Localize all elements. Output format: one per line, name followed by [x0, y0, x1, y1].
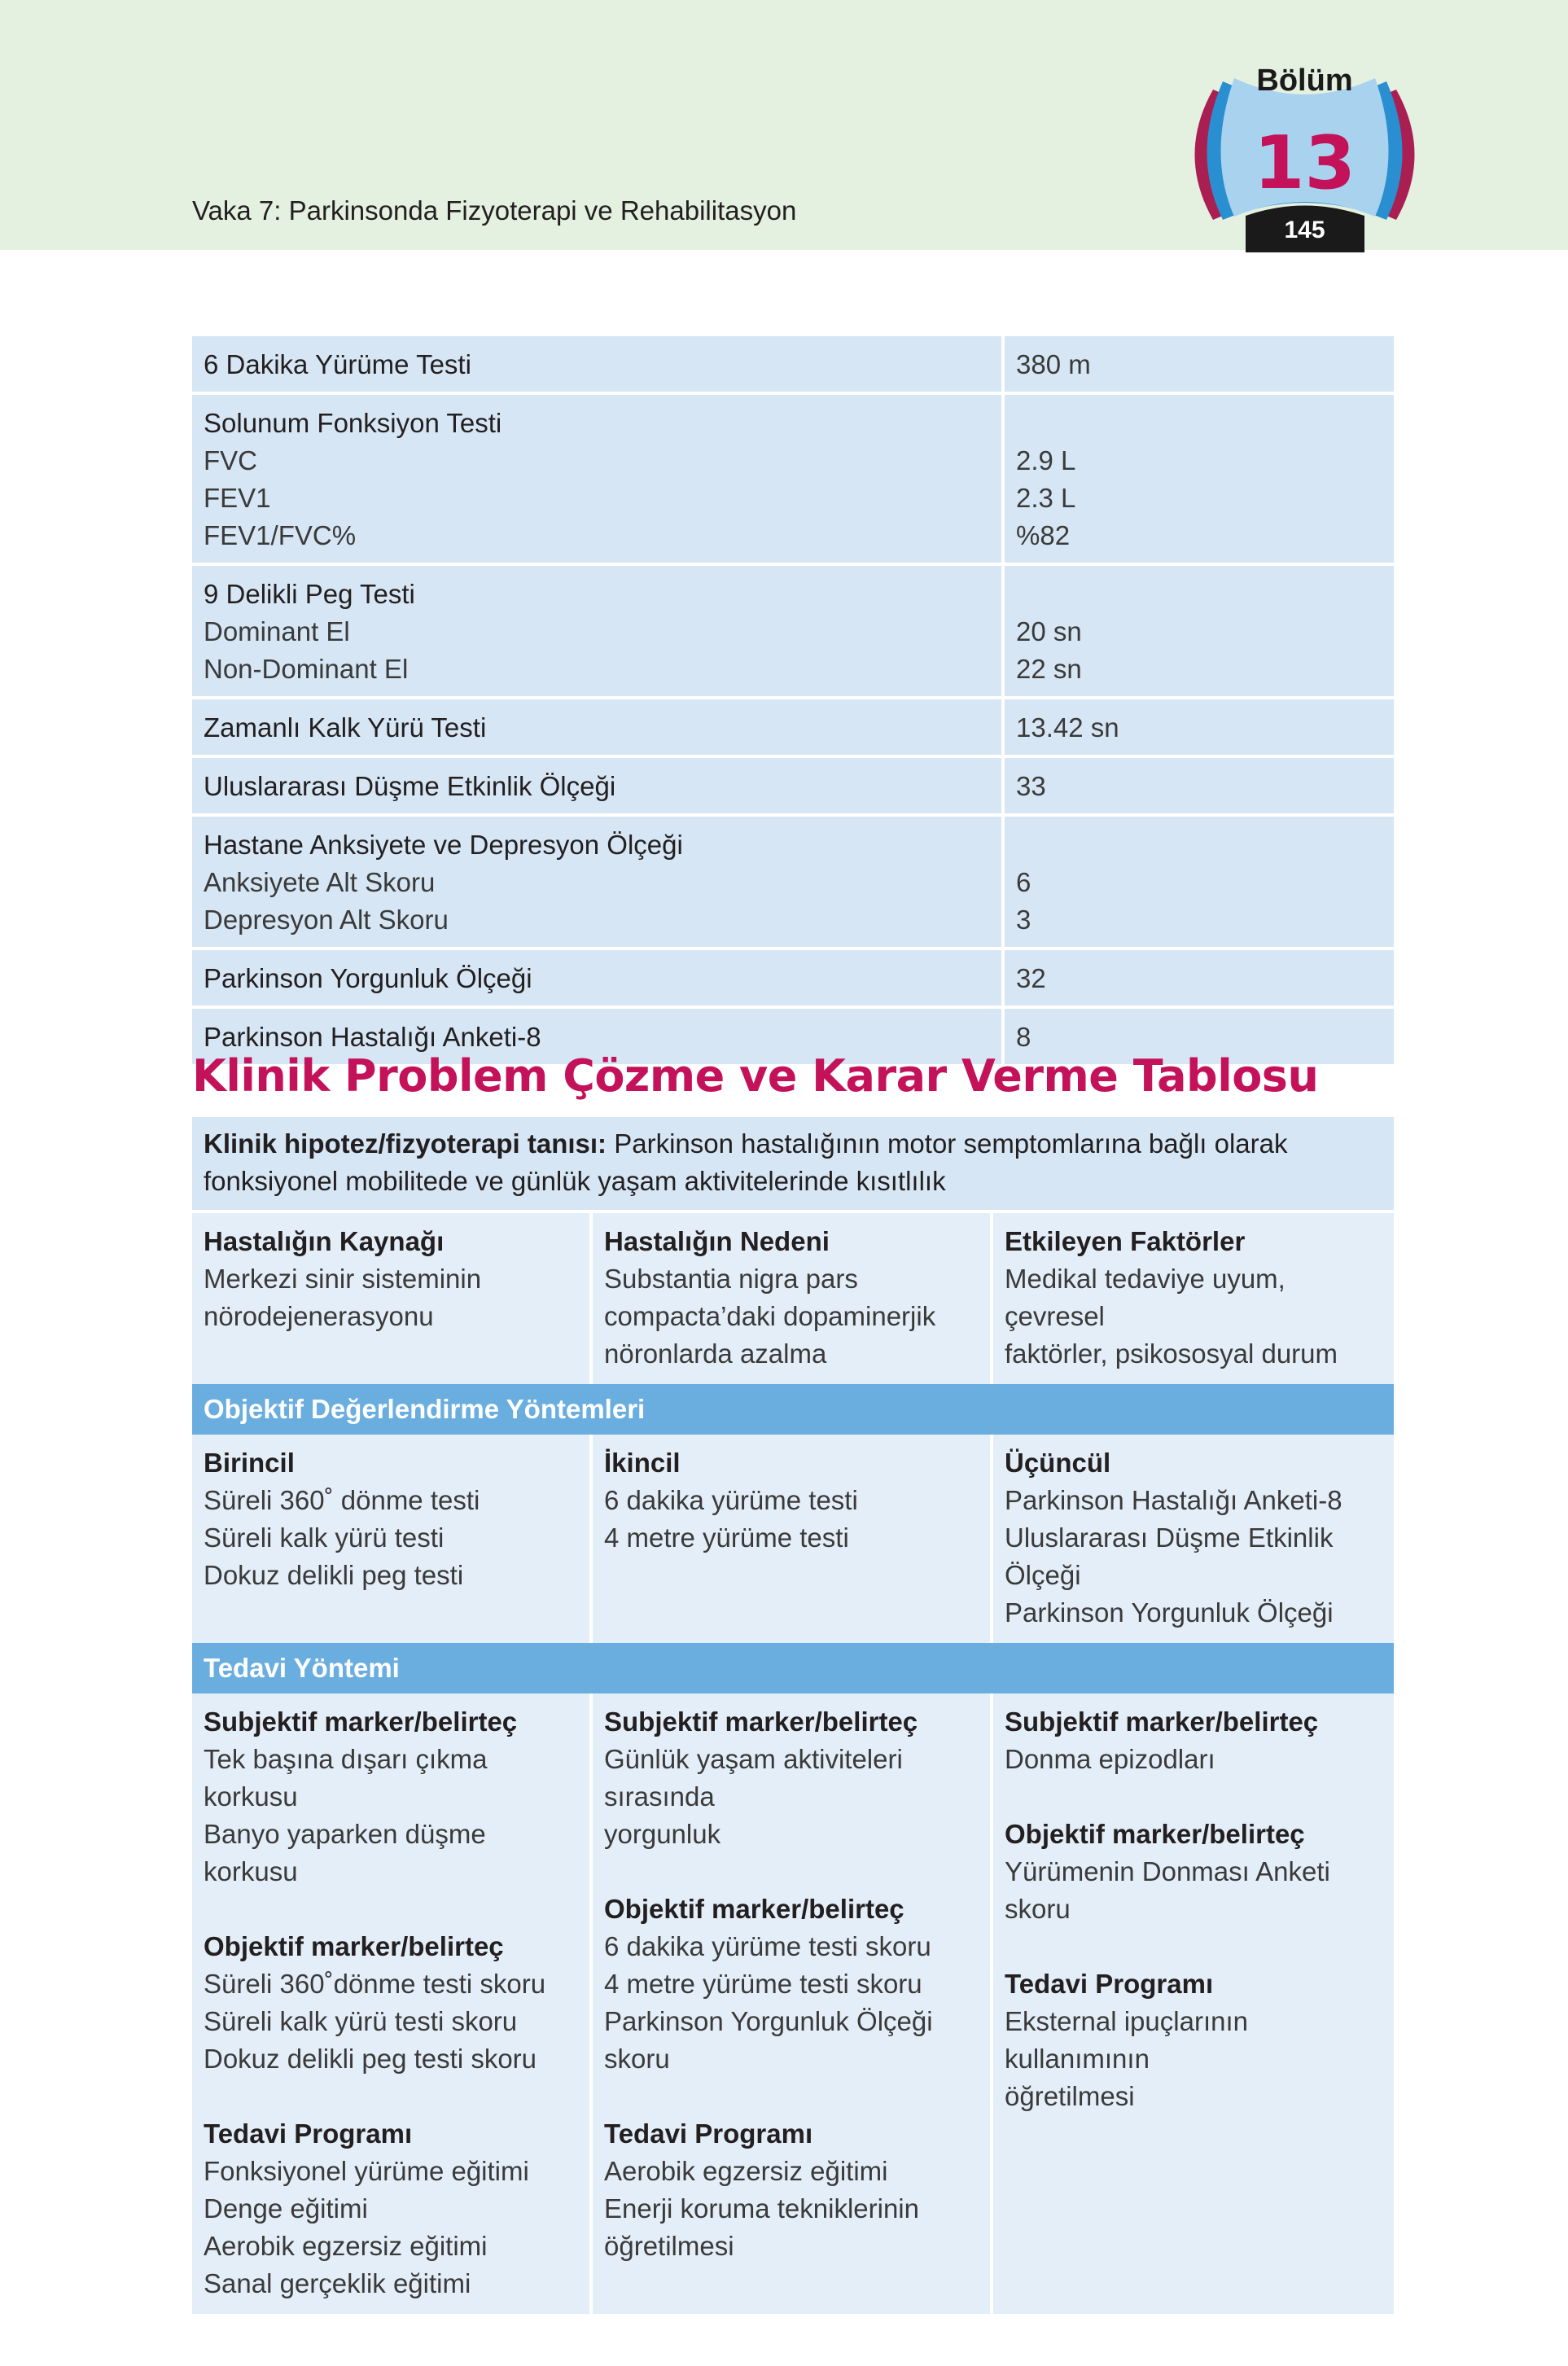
treatment-block-line: Aerobik egzersiz eğitimi: [604, 2156, 888, 2186]
treatment-block-heading: Subjektif marker/belirteç: [604, 1707, 918, 1737]
treatment-block-heading: Subjektif marker/belirteç: [204, 1707, 518, 1737]
section-title: Klinik Problem Çözme ve Karar Verme Tablosu: [192, 1050, 1319, 1102]
cell-line: 6 dakika yürüme testi: [604, 1485, 858, 1515]
treatment-block-line: Süreli 360˚dönme testi skoru: [204, 1969, 546, 1999]
chapter-badge: [1180, 57, 1429, 252]
measurement-sub-label: FVC: [204, 445, 257, 475]
measurement-sub-label: Dominant El: [204, 616, 350, 646]
chapter-label: Bölüm: [1256, 64, 1353, 98]
measurement-value: 380 m: [1016, 349, 1091, 379]
objective-band: Objektif Değerlendirme Yöntemleri: [192, 1384, 1394, 1435]
treatment-block-heading: Tedavi Programı: [204, 2118, 413, 2149]
measurement-value-cell: [1005, 950, 1394, 1006]
cell-line: Süreli kalk yürü testi: [204, 1523, 445, 1553]
cell-line: compacta’daki dopaminerjik: [604, 1301, 936, 1331]
measurement-spacer: [1016, 576, 1382, 613]
measurement-sub-label: Depresyon Alt Skoru: [204, 905, 449, 935]
treatment-block-line: Denge eğitimi: [204, 2193, 368, 2224]
measurement-name: Hastane Anksiyete ve Depresyon Ölçeği: [204, 830, 683, 860]
block-gap: [204, 1891, 578, 1928]
measurement-row: [192, 336, 1394, 395]
measurement-name-cell: [192, 950, 1005, 1006]
treatment-block-line: Tek başına dışarı çıkma korkusu: [204, 1744, 488, 1812]
treatment-block-line: Sanal gerçeklik eğitimi: [204, 2268, 471, 2298]
treatment-block-line: Yürümenin Donması Anketi skoru: [1005, 1856, 1330, 1924]
treatment-block-line: Banyo yaparken düşme korkusu: [204, 1819, 486, 1886]
measurement-name: 9 Delikli Peg Testi: [204, 579, 415, 609]
page-number: 145: [1284, 217, 1325, 243]
measurement-sub-value: 3: [1016, 905, 1031, 935]
cause-row-cell: [192, 1213, 593, 1384]
objective-row-cell: [993, 1435, 1394, 1643]
treatment-block-heading: Objektif marker/belirteç: [1005, 1819, 1305, 1849]
cell-line: Uluslararası Düşme Etkinlik Ölçeği: [1005, 1523, 1334, 1590]
treatment-block-line: Parkinson Yorgunluk Ölçeği skoru: [604, 2006, 933, 2074]
measurement-name-cell: [192, 336, 1005, 392]
treatment-block-heading: Objektif marker/belirteç: [604, 1894, 904, 1924]
measurement-sub-label: Non-Dominant El: [204, 654, 409, 684]
hypothesis-text: Parkinson hastalığının motor semptomlarına bağlı olarak fonksiyonel mobilitede ve günlük yaşam aktivitelerinde kısıtlılık: [204, 1128, 1288, 1196]
cell-line: 4 metre yürüme testi: [604, 1523, 849, 1553]
treatment-block-line: öğretilmesi: [604, 2231, 734, 2261]
measurement-sub-label: FEV1: [204, 483, 271, 513]
measurement-name: Zamanlı Kalk Yürü Testi: [204, 712, 487, 743]
measurement-name: Parkinson Hastalığı Anketi-8: [204, 1022, 541, 1052]
treatment-block-line: Dokuz delikli peg testi skoru: [204, 2044, 537, 2074]
block-gap: [204, 2078, 578, 2115]
measurement-sub-label: FEV1/FVC%: [204, 520, 357, 550]
hypothesis-row: [192, 1117, 1394, 1213]
measurement-sub-label: Anksiyete Alt Skoru: [204, 867, 436, 897]
treatment-block-line: Süreli kalk yürü testi skoru: [204, 2006, 518, 2036]
measurement-sub-value: 6: [1016, 867, 1031, 897]
treatment-cell: [192, 1693, 593, 2314]
measurement-sub-value: 2.3 L: [1016, 483, 1076, 513]
hypothesis-label: Klinik hipotez/fizyoterapi tanısı:: [204, 1128, 607, 1159]
treatment-block-line: yorgunluk: [604, 1819, 721, 1849]
treatment-block-line: Fonksiyonel yürüme eğitimi: [204, 2156, 529, 2186]
measurement-row: [192, 395, 1394, 566]
cause-row-cell: [593, 1213, 993, 1384]
treatment-block-heading: Subjektif marker/belirteç: [1005, 1707, 1319, 1737]
cell-heading: Etkileyen Faktörler: [1005, 1226, 1246, 1256]
measurement-name: Uluslararası Düşme Etkinlik Ölçeği: [204, 771, 616, 801]
measurement-value-cell: [1005, 699, 1394, 755]
cell-line: faktörler, psikososyal durum: [1005, 1339, 1338, 1369]
measurement-name-cell: [192, 566, 1005, 696]
measurement-name: 6 Dakika Yürüme Testi: [204, 349, 471, 379]
treatment-band: Tedavi Yöntemi: [192, 1643, 1394, 1693]
cell-heading: İkincil: [604, 1448, 681, 1478]
cell-line: Merkezi sinir sisteminin: [204, 1264, 482, 1294]
objective-row: [192, 1435, 1394, 1643]
treatment-block-line: 6 dakika yürüme testi skoru: [604, 1931, 931, 1961]
block-gap: [604, 1853, 979, 1891]
measurement-row: [192, 950, 1394, 1009]
measurement-value-cell: [1005, 566, 1394, 696]
cell-line: Substantia nigra pars: [604, 1264, 858, 1294]
cell-line: nörodejenerasyonu: [204, 1301, 434, 1331]
cell-line: Parkinson Hastalığı Anketi-8: [1005, 1485, 1342, 1515]
measurement-value: 33: [1016, 771, 1046, 801]
treatment-block-line: Aerobik egzersiz eğitimi: [204, 2231, 488, 2261]
measurement-row: [192, 817, 1394, 950]
measurement-value-cell: [1005, 395, 1394, 563]
measurement-name-cell: [192, 395, 1005, 563]
treatment-row: [192, 1693, 1394, 2314]
measurement-value-cell: [1005, 758, 1394, 813]
treatment-block-line: Günlük yaşam aktiviteleri sırasında: [604, 1744, 903, 1812]
treatment-block-line: Donma epizodları: [1005, 1744, 1215, 1774]
treatment-block-line: Eksternal ipuçlarının kullanımının: [1005, 2006, 1248, 2074]
measurement-name: Parkinson Yorgunluk Ölçeği: [204, 963, 532, 993]
chapter-number: 13: [1253, 120, 1356, 206]
clinical-decision-table: [192, 1117, 1394, 2314]
measurement-name-cell: [192, 817, 1005, 947]
measurement-spacer: [1016, 405, 1382, 442]
cause-row: [192, 1213, 1394, 1384]
treatment-block-heading: Tedavi Programı: [1005, 1969, 1214, 1999]
treatment-block-heading: Objektif marker/belirteç: [204, 1931, 504, 1961]
measurement-name-cell: [192, 758, 1005, 813]
cell-heading: Üçüncül: [1005, 1448, 1111, 1478]
cell-line: nöronlarda azalma: [604, 1339, 827, 1369]
measurement-sub-value: %82: [1016, 520, 1071, 550]
measurement-row: [192, 566, 1394, 699]
objective-row-cell: [192, 1435, 593, 1643]
measurement-value-cell: [1005, 336, 1394, 392]
measurement-table: [192, 336, 1394, 1067]
block-gap: [1005, 1778, 1382, 1816]
measurement-sub-value: 2.9 L: [1016, 445, 1076, 475]
measurement-name-cell: [192, 699, 1005, 755]
measurement-value: 13.42 sn: [1016, 712, 1119, 743]
treatment-cell: [593, 1693, 993, 2314]
cell-heading: Hastalığın Nedeni: [604, 1226, 830, 1256]
measurement-sub-value: 20 sn: [1016, 616, 1082, 646]
measurement-value: 8: [1016, 1022, 1031, 1052]
running-title: Vaka 7: Parkinsonda Fizyoterapi ve Rehabilitasyon: [192, 195, 797, 226]
measurement-row: [192, 758, 1394, 817]
treatment-block-heading: Tedavi Programı: [604, 2118, 813, 2149]
measurement-row: [192, 699, 1394, 758]
objective-row-cell: [593, 1435, 993, 1643]
measurement-spacer: [1016, 826, 1382, 864]
cell-line: Süreli 360˚ dönme testi: [204, 1485, 480, 1515]
measurement-name: Solunum Fonksiyon Testi: [204, 408, 502, 438]
measurement-value-cell: [1005, 817, 1394, 947]
block-gap: [604, 2078, 979, 2115]
cell-line: Parkinson Yorgunluk Ölçeği: [1005, 1597, 1334, 1628]
block-gap: [1005, 1928, 1382, 1965]
cell-heading: Hastalığın Kaynağı: [204, 1226, 445, 1256]
measurement-sub-value: 22 sn: [1016, 654, 1082, 684]
treatment-block-line: Enerji koruma tekniklerinin: [604, 2193, 919, 2224]
treatment-block-line: öğretilmesi: [1005, 2081, 1135, 2111]
treatment-cell: [993, 1693, 1394, 2314]
measurement-value: 32: [1016, 963, 1046, 993]
cause-row-cell: [993, 1213, 1394, 1384]
cell-heading: Birincil: [204, 1448, 295, 1478]
cell-line: Dokuz delikli peg testi: [204, 1560, 464, 1590]
cell-line: Medikal tedaviye uyum, çevresel: [1005, 1264, 1285, 1331]
treatment-block-line: 4 metre yürüme testi skoru: [604, 1969, 922, 1999]
